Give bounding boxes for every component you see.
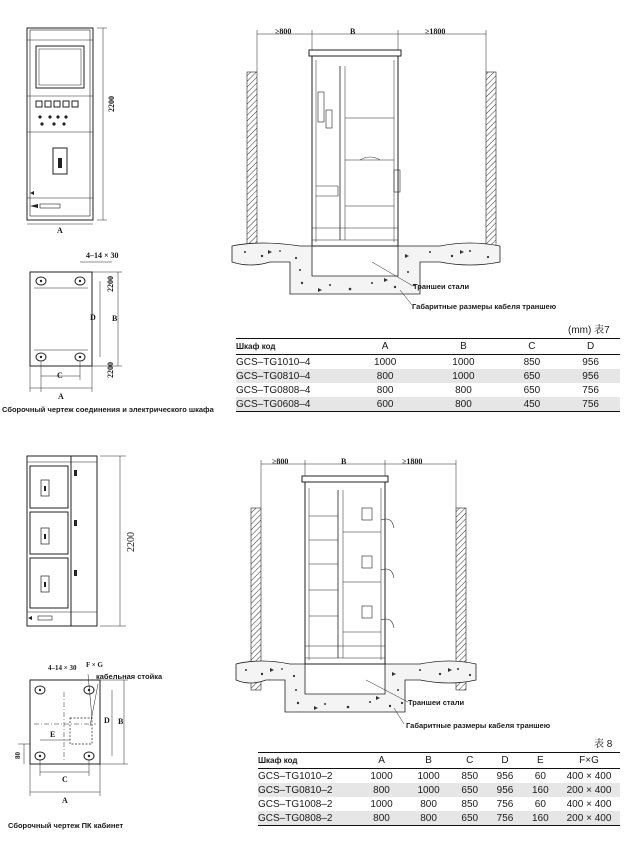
table-cell: 1000	[424, 369, 502, 383]
table7-header: D	[561, 339, 620, 355]
table-cell: 756	[496, 798, 514, 810]
top-plan-dim-top: 2200	[106, 276, 115, 292]
bottom-caption: Сборочный чертеж ПК кабинет	[8, 821, 124, 830]
table-cell: 956	[487, 783, 522, 797]
table-cell: 800	[405, 811, 452, 826]
table-cell: 650	[503, 369, 562, 383]
bottom-plan-post-label: кабельная стойка	[96, 672, 163, 681]
table-cell: 1000	[452, 356, 475, 368]
table-row	[258, 797, 620, 811]
top-plan-dim-b: B	[112, 314, 118, 323]
top-side-left-clearance: ≥800	[275, 27, 292, 36]
table-cell: 160	[523, 783, 558, 797]
table-cell: 650	[523, 384, 541, 396]
table-cell: 650	[452, 811, 487, 826]
table7-header: A	[346, 339, 424, 355]
table-cell: 800	[358, 783, 405, 797]
table8-header: Шкаф код	[258, 753, 358, 769]
table-cell: GCS–TG1010–4	[236, 356, 311, 368]
table8-header: E	[523, 753, 558, 769]
table-cell: 650	[452, 783, 487, 797]
table-cell: GCS–TG0810–2	[258, 783, 358, 797]
bottom-side-right-clearance: ≥1800	[402, 457, 423, 466]
top-side-trench-label: Траншеи стали	[413, 282, 470, 291]
table-cell: 60	[534, 770, 546, 782]
bottom-plan-dim-a: A	[62, 796, 68, 805]
table-cell: 956	[582, 356, 599, 368]
table-cell: 756	[561, 397, 620, 412]
table-cell: 450	[503, 397, 562, 412]
table-cell: 600	[346, 397, 424, 412]
table7-header: B	[424, 339, 502, 355]
bottom-plan-fg-label: F × G	[86, 661, 103, 669]
table-cell: 850	[461, 770, 479, 782]
table-cell: 956	[496, 770, 514, 782]
table-cell: 850	[523, 356, 541, 368]
table8-header: B	[405, 753, 452, 769]
bottom-plan-dim-b: B	[118, 717, 124, 726]
table-cell: GCS–TG1008–2	[258, 798, 333, 810]
table8-header: C	[452, 753, 487, 769]
table-cell: 800	[455, 384, 472, 396]
table8-header: A	[358, 753, 405, 769]
bottom-plan-dim-e: E	[50, 730, 56, 739]
table7-header: Шкаф код	[236, 339, 346, 355]
table-cell: 850	[461, 798, 479, 810]
top-side-cable-label: Габаритные размеры кабеля траншею	[412, 302, 557, 311]
top-plan-dim-a: A	[58, 392, 64, 401]
table-cell: 800	[376, 384, 394, 396]
table8-header: F×G	[558, 753, 620, 769]
table-cell: 1000	[405, 783, 452, 797]
table-cell: GCS–TG0810–4	[236, 369, 346, 383]
table-cell: 1000	[374, 356, 397, 368]
table-cell: 160	[523, 811, 558, 826]
table-cell: 800	[358, 811, 405, 826]
table-cell: GCS–TG0808–4	[236, 384, 311, 396]
table-row	[258, 783, 620, 797]
table-cell: 200 × 400	[558, 783, 620, 797]
table7-header: C	[503, 339, 562, 355]
bottom-side-trench-label: Траншеи стали	[408, 698, 465, 707]
table-cell: 956	[561, 369, 620, 383]
table-cell: 400 × 400	[566, 798, 612, 810]
top-plan-holes-label: 4–14 × 30	[86, 251, 119, 260]
top-side-width: B	[350, 27, 356, 36]
bottom-side-cable-label: Габаритные размеры кабеля траншею	[406, 721, 551, 730]
table-cell: 200 × 400	[558, 811, 620, 826]
table-cell: 1000	[417, 770, 440, 782]
bottom-plan-dim-c: C	[62, 775, 68, 784]
table8-tag: 表 8	[594, 739, 613, 750]
table-cell: GCS–TG1010–2	[258, 770, 333, 782]
table7-tag: (mm) 表7	[568, 325, 610, 336]
table-cell: 60	[534, 798, 546, 810]
bottom-plan-dim-80: 80	[14, 752, 22, 759]
table-cell: 800	[424, 397, 502, 412]
table-cell: GCS–TG0608–4	[236, 397, 346, 412]
table-cell: 800	[346, 369, 424, 383]
table8-header: D	[487, 753, 522, 769]
top-plan-dim-bottom: 2200	[106, 362, 115, 378]
bottom-side-left-clearance: ≥800	[272, 457, 289, 466]
top-front-height-label: 2200	[107, 96, 116, 112]
table-cell: 800	[420, 798, 437, 810]
bottom-side-width: B	[341, 457, 347, 466]
bottom-front-height-label: 2200	[126, 532, 137, 552]
bottom-plan-holes-label: 4–14 × 30	[48, 664, 77, 672]
table-cell: 756	[487, 811, 522, 826]
table-row	[258, 811, 620, 826]
bottom-plan-dim-d: D	[104, 716, 110, 725]
top-front-width-label: A	[57, 226, 63, 235]
table-row	[258, 769, 620, 784]
top-plan-dim-d: D	[90, 313, 96, 322]
top-caption: Сборочный чертеж соединения и электрического шкафа	[2, 405, 214, 414]
table-cell: 756	[582, 384, 599, 396]
table-cell: GCS–TG0808–2	[258, 811, 358, 826]
table8-header-row	[258, 753, 620, 769]
table-cell: 1000	[370, 798, 393, 810]
table-cell: 1000	[370, 770, 393, 782]
top-side-right-clearance: ≥1800	[425, 27, 446, 36]
table-cell: 400 × 400	[566, 770, 612, 782]
table8	[258, 752, 620, 826]
top-plan-dim-c: C	[57, 371, 63, 380]
